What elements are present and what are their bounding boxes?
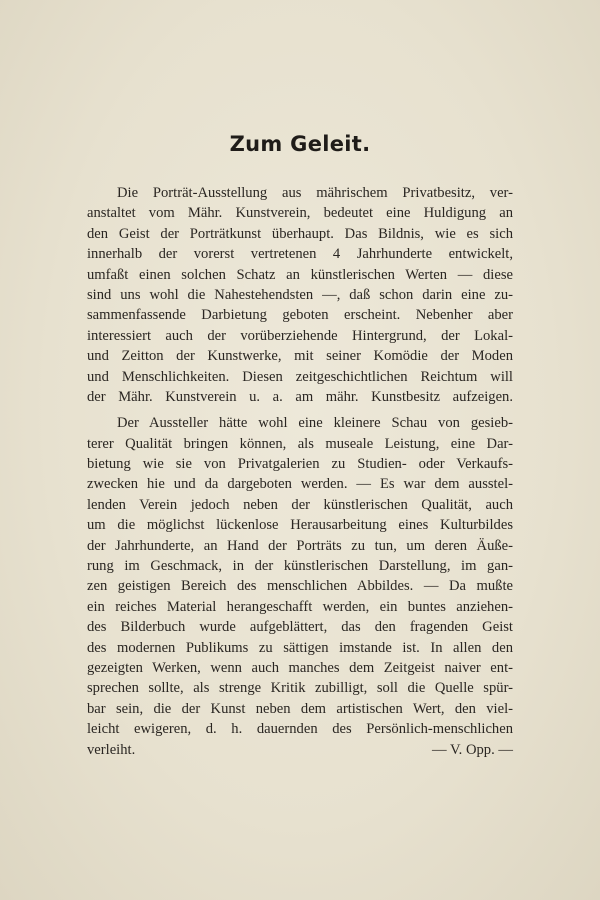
text-line: bietung wie sie von Privatgalerien zu Studien- oder Verkaufs- (87, 456, 513, 473)
text-line: zwecken hie und da dargeboten werden. — Es war dem ausstel- (87, 476, 513, 493)
text-line: umfaßt einen solchen Schatz an künstlerischen Werten — diese (87, 266, 513, 283)
text-line: bar sein, die der Kunst neben dem artistischen Wert, den viel- (87, 700, 513, 717)
paragraph-1 (87, 183, 513, 407)
body-text (87, 183, 513, 760)
text-line: Die Porträt-Ausstellung aus mährischem Privatbesitz, ver- (117, 185, 513, 201)
text-line: der Mähr. Kunstverein u. a. am mähr. Kunstbesitz aufzeigen. (87, 388, 513, 405)
text-line: leicht ewigeren, d. h. dauernden des Persönlich-menschlichen (87, 721, 513, 738)
text-line: den Geist der Porträtkunst überhaupt. Das Bildnis, wie es sich (87, 225, 513, 242)
text-line: und Zeitton der Kunstwerke, mit seiner Komödie der Moden (87, 348, 513, 365)
text-line: des modernen Publikums zu sättigen imstande ist. In allen den (87, 639, 513, 656)
closing-text: verleiht. (87, 741, 136, 758)
closing-line (87, 740, 513, 760)
text-line: sind uns wohl die Nahestehendsten —, daß schon darin eine zu- (87, 286, 513, 303)
text-line: anstaltet vom Mähr. Kunstverein, bedeutet eine Huldigung an (87, 205, 513, 222)
text-line: sammenfassende Darbietung geboten erscheint. Nebenher aber (87, 307, 513, 324)
text-line: zen geistigen Bereich des menschlichen Abbildes. — Da mußte (87, 578, 513, 595)
text-line: der Jahrhunderte, an Hand der Porträts zu tun, um deren Äuße- (87, 537, 513, 554)
page-title: Zum Geleit. (229, 132, 371, 157)
text-line: Der Aussteller hätte wohl eine kleinere Schau von gesieb- (117, 415, 513, 432)
text-line: lenden Verein jedoch neben der künstlerischen Qualität, auch (87, 496, 513, 513)
text-line: des Bilderbuch wurde aufgeblättert, das den fragenden Geist (87, 619, 513, 636)
text-line: innerhalb der vorerst vertretenen 4 Jahrhunderte entwickelt, (87, 246, 513, 263)
text-line: interessiert auch der vorüberziehende Hintergrund, der Lokal- (87, 327, 513, 344)
text-line: terer Qualität bringen können, als museale Leistung, eine Dar- (87, 435, 513, 452)
paragraph-2 (87, 413, 513, 760)
text-line: sprechen sollte, als strenge Kritik zubilligt, soll die Quelle spür- (87, 680, 513, 697)
signature: — V. Opp. — (432, 741, 513, 758)
text-line: rung im Geschmack, in der künstlerischen Darstellung, im gan- (87, 558, 513, 575)
text-line: um die möglichst lückenlose Herausarbeitung eines Kulturbildes (87, 517, 513, 534)
text-line: ein reiches Material herangeschafft werden, ein buntes anziehen- (87, 598, 513, 615)
text-line: und Menschlichkeiten. Diesen zeitgeschichtlichen Reichtum will (87, 368, 513, 385)
text-line: gezeigten Werken, wenn auch manches dem Zeitgeist naiver ent- (87, 659, 513, 676)
